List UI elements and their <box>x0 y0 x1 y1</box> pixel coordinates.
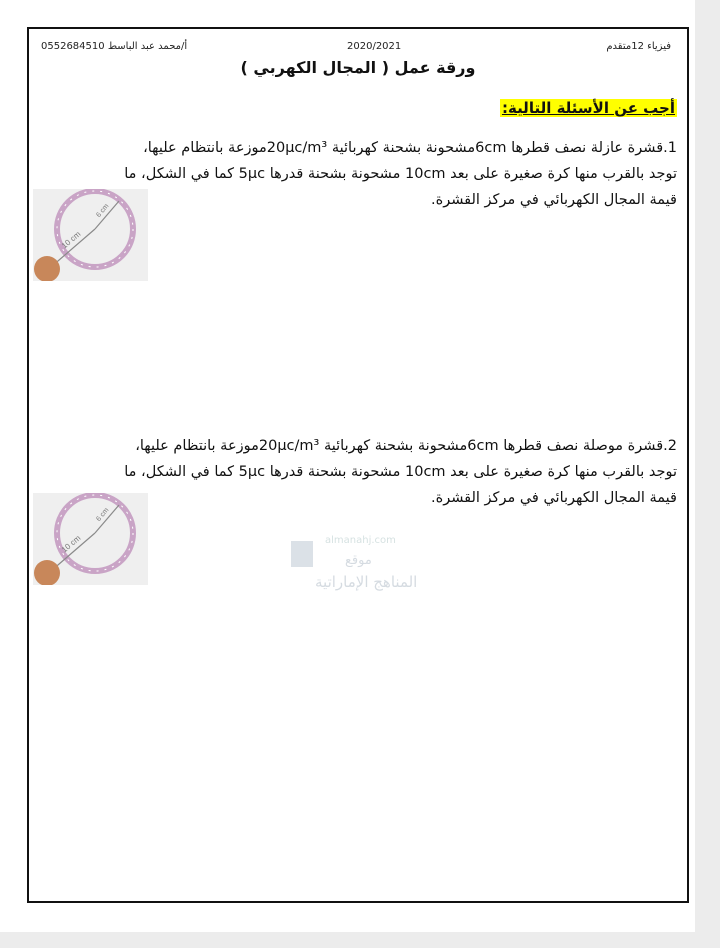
radius-label: 6 cm <box>95 202 111 219</box>
question-line: توجد بالقرب منها كرة صغيرة على بعد 10cm مشحونة بشحنة قدرها 5μc كما في الشكل، ما <box>124 166 677 182</box>
question-line: قيمة المجال الكهربائي في مركز القشرة. <box>431 490 677 506</box>
distance-label: 10 cm <box>59 229 83 251</box>
watermark-line: المناهج الإماراتية <box>315 573 418 591</box>
small-charged-sphere <box>34 560 60 585</box>
subject-label: فيزياء 12متقدم <box>606 41 671 52</box>
shell-diagram-2 <box>33 493 148 585</box>
shell-diagram-1 <box>33 189 148 281</box>
watermark-url: almanahj.com <box>325 535 396 546</box>
worksheet-frame <box>27 27 689 903</box>
instruction-heading: أجب عن الأسئلة التالية: <box>501 99 675 117</box>
question-line: 2.قشرة موصلة نصف قطرها 6cmمشحونة بشحنة كهربائية 20μc/m³موزعة بانتظام عليها، <box>135 438 677 454</box>
question-line: توجد بالقرب منها كرة صغيرة على بعد 10cm مشحونة بشحنة قدرها 5μc كما في الشكل، ما <box>124 464 677 480</box>
question-line: قيمة المجال الكهربائي في مركز القشرة. <box>431 192 677 208</box>
question-line: 1.قشرة عازلة نصف قطرها 6cmمشحونة بشحنة كهربائية 20μc/m³موزعة بانتظام عليها، <box>143 140 677 156</box>
distance-label: 10 cm <box>59 533 83 555</box>
teacher-contact <box>41 41 187 52</box>
teacher-name: أ/محمد عبد الباسط <box>107 41 188 52</box>
worksheet-title: ورقة عمل ( المجال الكهربي ) <box>240 58 476 77</box>
header-row <box>29 37 687 55</box>
watermark-logo-icon <box>291 541 313 567</box>
watermark <box>285 535 445 625</box>
academic-year: 2020/2021 <box>347 41 402 52</box>
radius-label: 6 cm <box>95 506 111 523</box>
phone-number: 0552684510 <box>41 41 105 52</box>
small-charged-sphere <box>34 256 60 281</box>
watermark-line: موقع <box>345 553 372 568</box>
